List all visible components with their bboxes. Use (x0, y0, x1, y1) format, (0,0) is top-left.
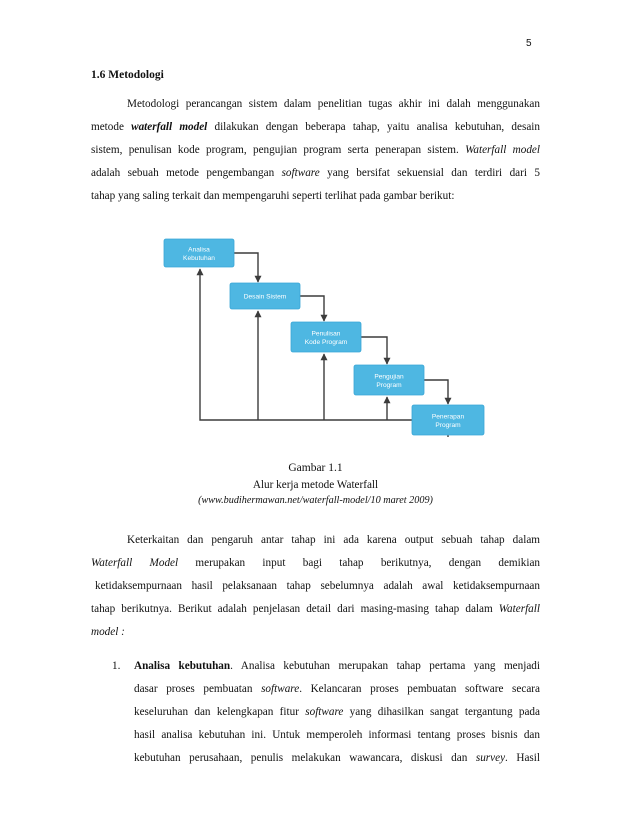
text-line (112, 747, 540, 770)
text-line (112, 655, 540, 678)
text-line (91, 598, 540, 621)
paragraph-intro (91, 93, 540, 208)
text-run: dilakukan dengan beberapa tahap, yaitu analisa kebutuhan, desain (207, 121, 540, 133)
text-line (91, 529, 540, 552)
text-run: adalah sebuah metode pengembangan (91, 167, 282, 179)
stage-label: Program (435, 421, 461, 429)
paragraph-explanation (91, 529, 540, 644)
stage-label: Penulisan (311, 330, 341, 338)
text-line (91, 116, 540, 139)
text-run: Metodologi perancangan sistem dalam penelitian tugas akhir ini dalah menggunakan (127, 98, 540, 110)
text-run: kebutuhan perusahaan, penulis melakukan wawancara, diskusi dan (134, 752, 476, 764)
text-line (112, 701, 540, 724)
text-run: dasar proses pembuatan (134, 683, 262, 695)
stage-label: Pengujian (374, 373, 404, 381)
figure-source: (www.budihermawan.net/waterfall-model/10 maret 2009) (198, 495, 433, 506)
text-run: Waterfall model (465, 144, 540, 156)
stage-label: Desain Sistem (243, 293, 287, 301)
waterfall-diagram (148, 225, 496, 450)
text-line (91, 139, 540, 162)
text-run: Waterfall Model (91, 557, 179, 569)
stage-label: Kebutuhan (183, 254, 215, 262)
text-run: tahap berikutnya. Berikut adalah penjelasan detail dari masing-masing tahap dalam (91, 603, 499, 615)
figure-title: Alur kerja metode Waterfall (252, 479, 379, 491)
text-run: Waterfall (498, 603, 540, 615)
text-run: ketidaksempurnaan hasil pelaksanaan tahap sebelumnya adalah awal ketidaksempurnaan (95, 580, 540, 592)
text-run: waterfall model (131, 121, 208, 133)
text-line (91, 93, 540, 116)
stage-label: Kode Program (304, 338, 348, 346)
text-run: . Kelancaran proses pembuatan software secara (299, 683, 540, 695)
text-run: software (261, 683, 300, 695)
stage-label: Program (376, 381, 402, 389)
forward-arrow (234, 253, 258, 282)
text-line (91, 552, 540, 575)
stage-label: Analisa (188, 246, 210, 254)
text-run: software (281, 167, 320, 179)
text-run: sistem, penulisan kode program, pengujian program serta penerapan sistem. (91, 144, 466, 156)
forward-arrow (361, 337, 387, 364)
stage-label: Penerapan (431, 413, 465, 421)
text-run: software (305, 706, 344, 718)
text-run: hasil analisa kebutuhan ini. Untuk memperoleh informasi tentang proses bisnis dan (134, 729, 540, 741)
figure-label: Gambar 1.1 (288, 462, 343, 474)
text-run: keseluruhan dan kelengkapan fitur (134, 706, 306, 718)
text-line (91, 621, 540, 644)
stage-list (112, 655, 540, 770)
text-run: . Analisa kebutuhan merupakan tahap pertama yang menjadi (230, 660, 540, 672)
text-line (112, 678, 540, 701)
text-run: yang dihasilkan sangat tergantung pada (343, 706, 540, 718)
text-run: tahap yang saling terkait dan mempengaruhi seperti terlihat pada gambar berikut: (91, 190, 455, 202)
text-run: Keterkaitan dan pengaruh antar tahap ini ada karena output sebuah tahap dalam (127, 534, 540, 546)
text-line (91, 185, 540, 208)
text-run: survey (475, 752, 506, 764)
page-number: 5 (526, 38, 532, 49)
text-line (91, 162, 540, 185)
forward-arrow (300, 296, 324, 321)
text-run: metode (91, 121, 132, 133)
list-number: 1. (112, 660, 121, 672)
text-line (112, 724, 540, 747)
forward-arrow (424, 380, 448, 404)
text-line (91, 575, 540, 598)
text-run: . Hasil (505, 752, 540, 764)
text-run: model : (91, 626, 125, 638)
text-run: Analisa kebutuhan (134, 660, 231, 672)
text-run: merupakan input bagi tahap berikutnya, dengan demikian (178, 557, 540, 569)
section-heading: 1.6 Metodologi (91, 69, 164, 81)
text-run: yang bersifat sekuensial dan terdiri dari 5 (319, 167, 540, 179)
